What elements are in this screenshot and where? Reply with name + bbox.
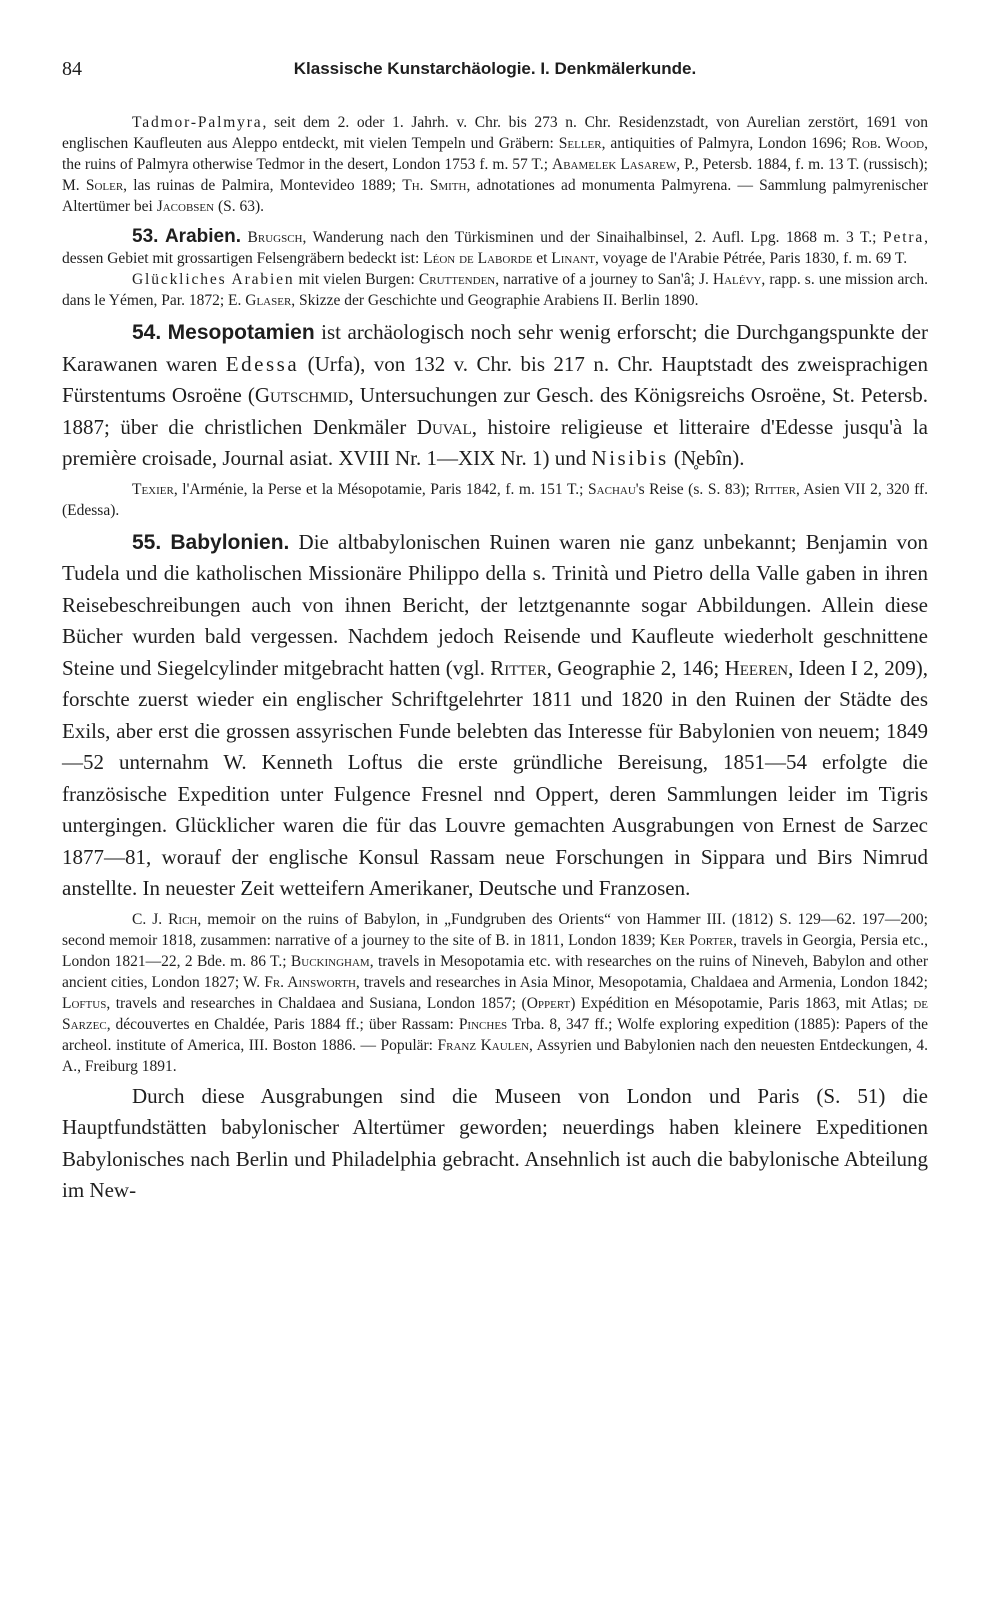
text: Trba. 8, 347 ff.; Wolfe exploring expedition (1885): Papers of the archeol. institute of America, III. Boston 1886. — Populär:: [62, 1015, 928, 1054]
author-name: Pinches: [458, 1015, 508, 1033]
text: ist archäologisch noch sehr wenig erforscht; die Durchgangspunkte der Karawanen waren: [62, 320, 928, 376]
text: , l'Arménie, la Perse et la Mésopotamie, Paris 1842, f. m. 151 T.;: [173, 480, 589, 498]
author-name: Sachau: [588, 480, 636, 498]
page-number: 84: [62, 58, 82, 80]
text: , découvertes en Chaldée, Paris 1884 ff.; über Rassam:: [106, 1015, 459, 1033]
author-name: Rich: [168, 910, 198, 928]
palmyra-paragraph: [62, 112, 928, 217]
text: , travels in Georgia, Persia etc., London 1821—22, 2 Bde. m. 86 T.;: [62, 931, 929, 970]
text: , narrative of a journey to San'â; J.: [495, 271, 713, 288]
text: , P., Petersb. 1884, f. m. 13 T. (russisch);: [676, 156, 928, 173]
author-name: Th. Smith: [402, 177, 467, 194]
mesopotamien-paragraph: [62, 317, 928, 475]
author-name: Halévy: [712, 271, 762, 288]
author-name: Duval: [416, 414, 472, 439]
arabien-paragraph: [62, 226, 928, 269]
text: C. J.: [132, 910, 169, 928]
text: , Wanderung nach den Türkisminen und der Sinaihalbinsel, 2. Aufl. Lpg. 1868 m. 3 T.;: [302, 229, 883, 246]
text: , memoir on the ruins of Babylon, in „Fundgruben des Orients“ von Hammer III. (1812) S. 129—62. 197—200; second memoir 1818, zusammen: narrative of a journey to the site of B. in 1811, London 1839;: [62, 910, 928, 949]
text: et: [532, 250, 552, 267]
text: mit vielen Burgen:: [294, 271, 419, 288]
text: , adnotationes ad monumenta Palmyrena. — Sammlung palmyrenischer Altertümer bei: [62, 177, 929, 215]
text: , Assyrien und Babylonien nach den neuesten Entdeckungen, 4. A., Freiburg 1891.: [62, 1036, 928, 1075]
text: , dessen Gebiet mit grossartigen Felsengräbern bedeckt ist:: [62, 229, 929, 267]
page-header: [62, 58, 928, 88]
author-name: Rob. Wood: [851, 135, 925, 152]
arabien-felix-paragraph: [62, 269, 928, 311]
section-number: 55.: [132, 530, 162, 554]
text: (N̥ebîn).: [668, 446, 745, 470]
author-name: Jacobsen: [156, 198, 215, 215]
mesopotamien-note: [62, 479, 928, 521]
author-name: Gutschmid: [254, 383, 349, 407]
place-name: Nisibis: [591, 446, 669, 470]
section-title: Arabien.: [164, 226, 241, 247]
place-name: Tadmor-Palmyra: [132, 114, 263, 131]
author-name: Brugsch: [247, 229, 303, 246]
text: , Geographie 2, 146;: [546, 655, 725, 680]
author-name: Loftus: [62, 994, 107, 1012]
text: , rapp. s. une mission arch. dans le Yémen, Par. 1872; E.: [62, 271, 928, 309]
author-name: de Sarzec: [62, 994, 928, 1033]
author-name: Linant: [551, 250, 595, 267]
section-title: Mesopotamien: [167, 321, 315, 344]
text: 's Reise (s. S. 83);: [635, 480, 755, 498]
section-title: Babylonien.: [170, 530, 290, 554]
text: , travels in Mesopotamia etc. with researches on the ruins of Nineveh, Babylon and other ancient cities, London 1827; W.: [62, 952, 928, 991]
author-name: Léon de Laborde: [423, 250, 533, 267]
author-name: Abamelek Lasarew: [552, 156, 677, 173]
text: Die altbabylonischen Ruinen waren nie ganz unbekannt; Benjamin von Tudela und die katholischen Missionäre Philippo della s. Trinità und Pietro della Valle gaben in ihren Reisebeschreibungen auch von ihnen Bericht, der letztgenannte sogar Abbildungen. Allein diese Bücher wurden bald vergessen. Nachdem jedoch Reisende und Kaufleute wiederholt geschnittene Steine und Siegelcylinder mitgebracht hatten (vgl.: [62, 529, 929, 680]
text: , seit dem 2. oder 1. Jahrh. v. Chr. bis 273 n. Chr. Residenzstadt, von Aurelian zerstört, 1691 von englischen Kaufleuten aus Aleppo entdeckt, mit vielen Tempeln und Gräbern:: [62, 114, 928, 152]
running-title: Klassische Kunstarchäologie. I. Denkmälerkunde.: [293, 59, 697, 78]
text: , Untersuchungen zur Gesch. des Königsreichs Osroëne, St. Petersb. 1887; über die christlichen Denkmäler: [62, 383, 928, 439]
place-name: Petra: [883, 229, 925, 246]
babylonien-note: [62, 909, 928, 1077]
author-name: Ker Porter: [659, 931, 734, 949]
text: , antiquities of Palmyra, London 1696;: [601, 135, 852, 152]
text: , las ruinas de Palmira, Montevideo 1889;: [123, 177, 403, 194]
text: , voyage de l'Arabie Pétrée, Paris 1830, f. m. 69 T.: [594, 250, 908, 267]
author-name: Glaser: [245, 292, 292, 309]
text: , histoire religieuse et litteraire d'Edesse jusqu'à la première croisade, Journal asiat. XVIII Nr. 1—XIX Nr. 1) und: [62, 414, 928, 470]
author-name: Ritter: [490, 655, 547, 680]
author-name: Fr. Ainsworth: [264, 973, 356, 991]
author-name: Ritter: [754, 480, 796, 498]
author-name: Oppert: [526, 994, 571, 1012]
author-name: Cruttenden: [418, 271, 496, 288]
babylonien-paragraph: [62, 527, 928, 905]
text: , Asien VII 2, 320 ff. (Edessa).: [62, 480, 928, 519]
author-name: Buckingham: [290, 952, 370, 970]
place-name: Edessa: [225, 351, 300, 376]
text: (S. 63).: [214, 198, 265, 215]
text: , Ideen I 2, 209), forschte zuerst wieder ein englischer Schriftgelehrter 1811 und 1820 in den Ruinen der Städte des Exils, aber erst die grossen assyrischen Funde belebten das Interesse für Babylonien von neuem; 1849—52 unternahm W. Kenneth Loftus die erste gründliche Bereisung, 1851—54 erfolgte die französische Expedition unter Fulgence Fresnel nnd Oppert, deren Sammlungen leider im Tigris untergingen. Glücklicher waren die für das Louvre gemachten Ausgrabungen von Ernest de Sarzec 1877—81, worauf der englische Konsul Rassam neue Forschungen in Sippara und Birs Nimrud anstellte. In neuester Zeit wetteifern Amerikaner, Deutsche und Franzosen.: [62, 655, 928, 900]
text: , the ruins of Palmyra otherwise Tedmor in the desert, London 1753 f. m. 57 T.;: [62, 135, 928, 173]
text: ) Expédition en Mésopotamie, Paris 1863, mit Atlas;: [570, 994, 914, 1012]
text: , Skizze der Geschichte und Geographie Arabiens II. Berlin 1890.: [291, 292, 699, 309]
author-name: M. Soler: [62, 177, 124, 194]
section-number: 54.: [132, 321, 162, 344]
section-number: 53.: [132, 226, 159, 247]
author-name: Seller: [558, 135, 602, 152]
place-name: Glückliches Arabien: [132, 271, 295, 288]
page-body: [62, 112, 928, 1207]
babylonien-continuation: Durch diese Ausgrabungen sind die Museen von London und Paris (S. 51) die Hauptfundstätten babylonischer Altertümer geworden; neuerdings haben kleinere Expeditionen Babylonisches nach Berlin und Philadelphia gebracht. Ansehnlich ist auch die babylonische Abteilung im New-: [62, 1083, 928, 1202]
author-name: Heeren: [724, 655, 789, 680]
text: (Urfa), von 132 v. Chr. bis 217 n. Chr. Hauptstadt des zweisprachigen Fürstentums Osroëne (: [62, 351, 928, 407]
text: , travels and researches in Asia Minor, Mesopotamia, Chaldaea and Armenia, London 1842;: [355, 973, 928, 991]
author-name: Texier: [132, 480, 174, 498]
author-name: Franz Kaulen: [437, 1036, 530, 1054]
text: , travels and researches in Chaldaea and Susiana, London 1857; (: [106, 994, 527, 1012]
